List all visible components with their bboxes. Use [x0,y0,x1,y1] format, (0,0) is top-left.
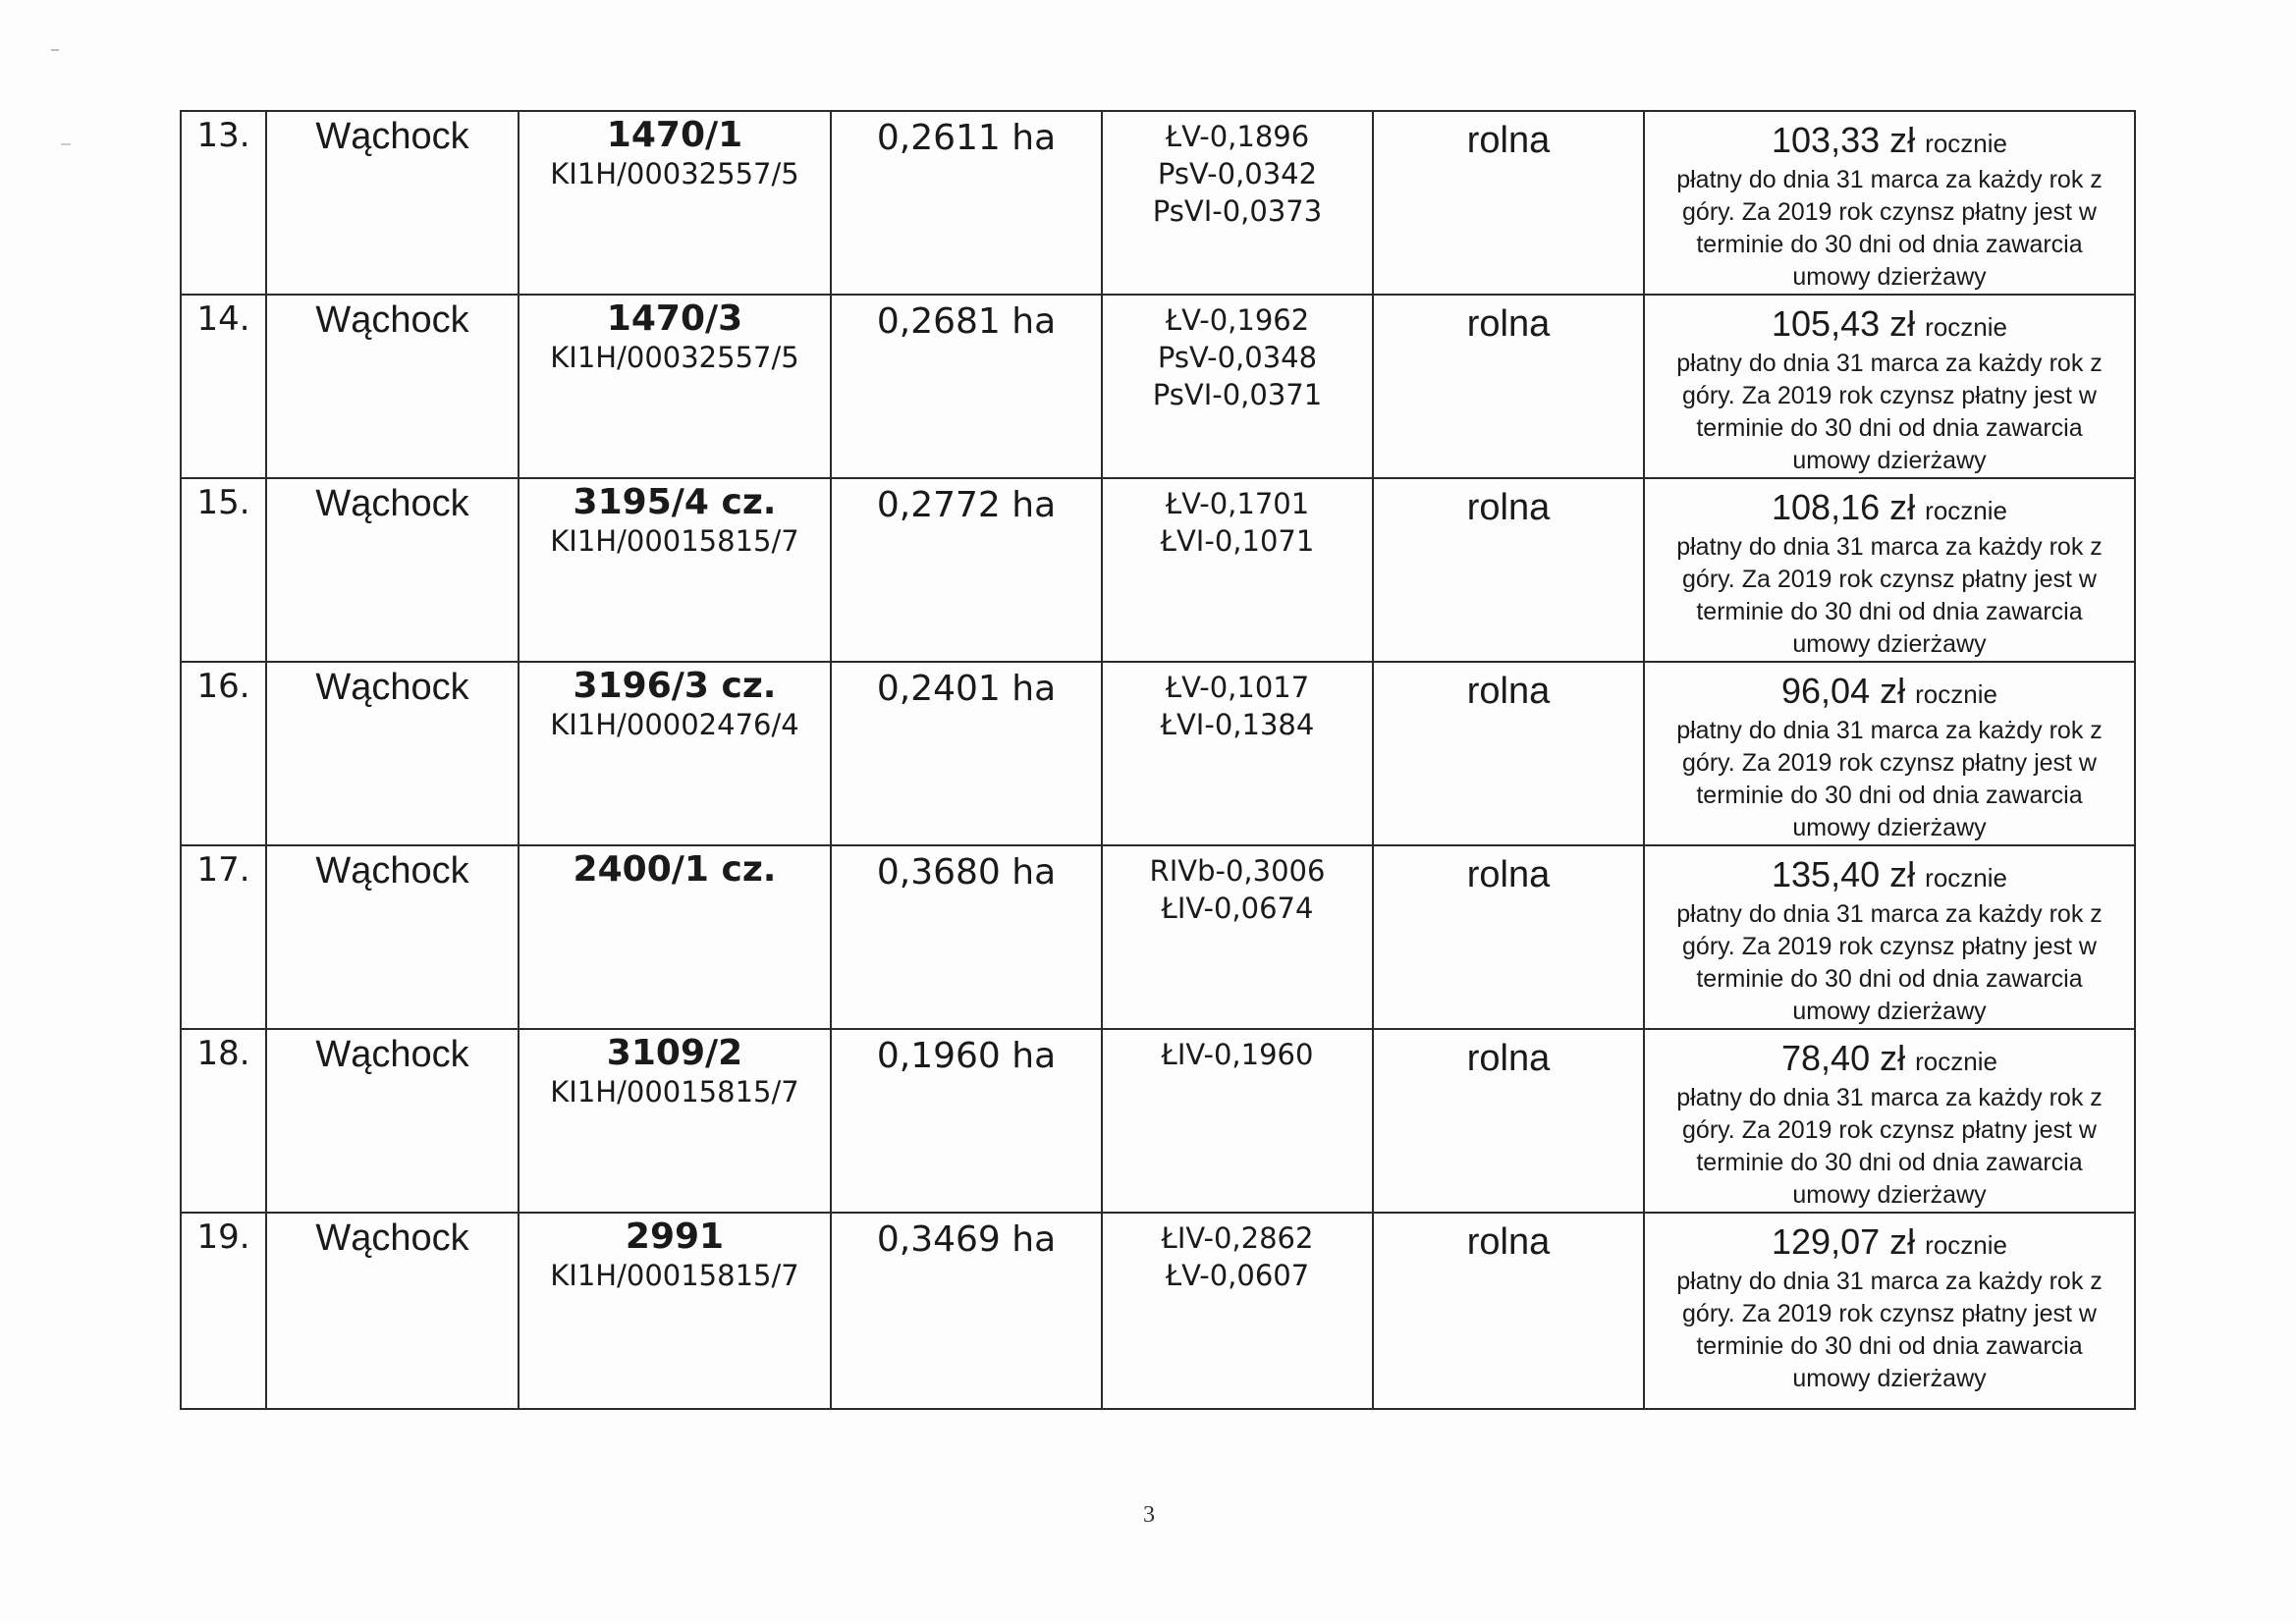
rent-cell [1644,295,2135,478]
parcel-number: 1470/3 [606,298,743,339]
payment-terms: płatny do dnia 31 marca za każdy rok z góry. Za 2019 rok czynsz płatny jest w terminie do 30 dni od dnia zawarcia umowy dzierżawy [1676,900,2103,1025]
soil-classes [1102,295,1373,478]
soil-classes [1102,1029,1373,1213]
soil-class: ŁVI-0,1071 [1160,524,1315,558]
rent-amount-line [1772,1221,2007,1262]
land-register-number: KI1H/00015815/7 [550,524,799,558]
rent-period: rocznie [1925,863,2007,893]
parcel-number: 3109/2 [606,1033,743,1073]
parcel-number: 3195/4 cz. [573,482,777,522]
parcel-cell [519,1029,831,1213]
town-name: Wąchock [266,111,519,295]
currency: zł [1880,671,1906,711]
table-body [181,111,2135,1409]
table-row [181,111,2135,295]
town-name: Wąchock [266,1029,519,1213]
soil-class: ŁIV-0,1960 [1161,1038,1314,1071]
rent-amount: 135,40 [1772,854,1881,894]
soil-class: ŁV-0,1701 [1165,487,1310,520]
parcel-area: 0,2611 ha [831,111,1102,295]
rent-period: rocznie [1925,496,2007,525]
rent-cell [1644,845,2135,1029]
soil-class: ŁV-0,0607 [1165,1259,1310,1292]
payment-terms: płatny do dnia 31 marca za każdy rok z góry. Za 2019 rok czynsz płatny jest w terminie do 30 dni od dnia zawarcia umowy dzierżawy [1676,533,2103,658]
parcel-cell [519,662,831,845]
parcel-area: 0,3469 ha [831,1213,1102,1409]
rent-cell [1644,111,2135,295]
row-number: 17. [181,845,266,1029]
currency: zł [1889,487,1916,527]
currency: zł [1880,1038,1906,1078]
parcel-number: 1470/1 [606,115,743,155]
parcel-number: 2991 [625,1217,725,1257]
soil-classes [1102,478,1373,662]
payment-terms: płatny do dnia 31 marca za każdy rok z góry. Za 2019 rok czynsz płatny jest w terminie do 30 dni od dnia zawarcia umowy dzierżawy [1676,717,2103,841]
row-number: 18. [181,1029,266,1213]
parcel-cell [519,295,831,478]
parcel-cell [519,1213,831,1409]
rent-amount-line [1772,120,2007,160]
soil-class: PsVI-0,0371 [1152,378,1323,411]
soil-class: ŁV-0,1017 [1165,671,1310,704]
soil-class: ŁVI-0,1384 [1160,708,1315,741]
land-register-number: KI1H/00032557/5 [550,157,799,190]
table-row [181,1213,2135,1409]
land-use: rolna [1373,295,1644,478]
town-name: Wąchock [266,1213,519,1409]
parcel-cell [519,111,831,295]
lease-table [180,110,2136,1410]
row-number: 16. [181,662,266,845]
town-name: Wąchock [266,295,519,478]
soil-class: PsVI-0,0373 [1152,194,1323,228]
soil-class: ŁV-0,1896 [1165,120,1310,153]
land-register-number: KI1H/00002476/4 [550,708,799,741]
payment-terms: płatny do dnia 31 marca za każdy rok z góry. Za 2019 rok czynsz płatny jest w terminie do 30 dni od dnia zawarcia umowy dzierżawy [1676,1084,2103,1209]
payment-terms: płatny do dnia 31 marca za każdy rok z góry. Za 2019 rok czynsz płatny jest w terminie do 30 dni od dnia zawarcia umowy dzierżawy [1676,350,2103,474]
parcel-cell [519,478,831,662]
table-row [181,662,2135,845]
row-number: 15. [181,478,266,662]
rent-period: rocznie [1925,312,2007,342]
rent-period: rocznie [1915,1047,1997,1076]
payment-terms: płatny do dnia 31 marca za każdy rok z góry. Za 2019 rok czynsz płatny jest w terminie do 30 dni od dnia zawarcia umowy dzierżawy [1676,1268,2103,1392]
soil-class: ŁIV-0,2862 [1161,1221,1314,1255]
table-row [181,845,2135,1029]
rent-amount-line [1781,671,1997,711]
parcel-area: 0,2772 ha [831,478,1102,662]
rent-amount: 105,43 [1772,303,1881,344]
rent-amount: 129,07 [1772,1221,1881,1262]
rent-period: rocznie [1925,1230,2007,1260]
soil-class: RIVb-0,3006 [1149,854,1326,888]
parcel-area: 0,3680 ha [831,845,1102,1029]
rent-amount-line [1781,1038,1997,1078]
soil-classes [1102,111,1373,295]
scan-mark [61,143,71,145]
land-use: rolna [1373,1029,1644,1213]
rent-amount-line [1772,854,2007,894]
row-number: 13. [181,111,266,295]
rent-cell [1644,662,2135,845]
soil-classes [1102,662,1373,845]
row-number: 14. [181,295,266,478]
land-register-number: KI1H/00015815/7 [550,1075,799,1109]
soil-class: ŁIV-0,0674 [1161,892,1314,925]
parcel-area: 0,1960 ha [831,1029,1102,1213]
parcel-cell [519,845,831,1029]
rent-cell [1644,1029,2135,1213]
table-row [181,478,2135,662]
table-row [181,1029,2135,1213]
currency: zł [1889,303,1916,344]
land-register-number: KI1H/00015815/7 [550,1259,799,1292]
payment-terms: płatny do dnia 31 marca za każdy rok z góry. Za 2019 rok czynsz płatny jest w terminie do 30 dni od dnia zawarcia umowy dzierżawy [1676,166,2103,291]
land-use: rolna [1373,662,1644,845]
land-use: rolna [1373,1213,1644,1409]
parcel-number: 3196/3 cz. [573,666,777,706]
rent-amount: 78,40 [1781,1038,1871,1078]
soil-classes [1102,1213,1373,1409]
rent-amount: 108,16 [1772,487,1881,527]
town-name: Wąchock [266,662,519,845]
currency: zł [1889,120,1916,160]
parcel-area: 0,2401 ha [831,662,1102,845]
soil-class: PsV-0,0348 [1157,341,1318,374]
currency: zł [1889,1221,1916,1262]
rent-cell [1644,478,2135,662]
land-register-number: KI1H/00032557/5 [550,341,799,374]
rent-amount-line [1772,303,2007,344]
parcel-area: 0,2681 ha [831,295,1102,478]
rent-amount: 103,33 [1772,120,1881,160]
page-number: 3 [1143,1502,1155,1528]
currency: zł [1889,854,1916,894]
land-use: rolna [1373,478,1644,662]
table-row [181,295,2135,478]
rent-period: rocznie [1925,129,2007,158]
parcel-number: 2400/1 cz. [573,849,777,890]
town-name: Wąchock [266,478,519,662]
rent-cell [1644,1213,2135,1409]
town-name: Wąchock [266,845,519,1029]
land-use: rolna [1373,845,1644,1029]
rent-amount: 96,04 [1781,671,1871,711]
scan-mark [51,49,59,51]
land-use: rolna [1373,111,1644,295]
rent-period: rocznie [1915,679,1997,709]
rent-amount-line [1772,487,2007,527]
soil-classes [1102,845,1373,1029]
soil-class: PsV-0,0342 [1157,157,1318,190]
row-number: 19. [181,1213,266,1409]
soil-class: ŁV-0,1962 [1165,303,1310,337]
